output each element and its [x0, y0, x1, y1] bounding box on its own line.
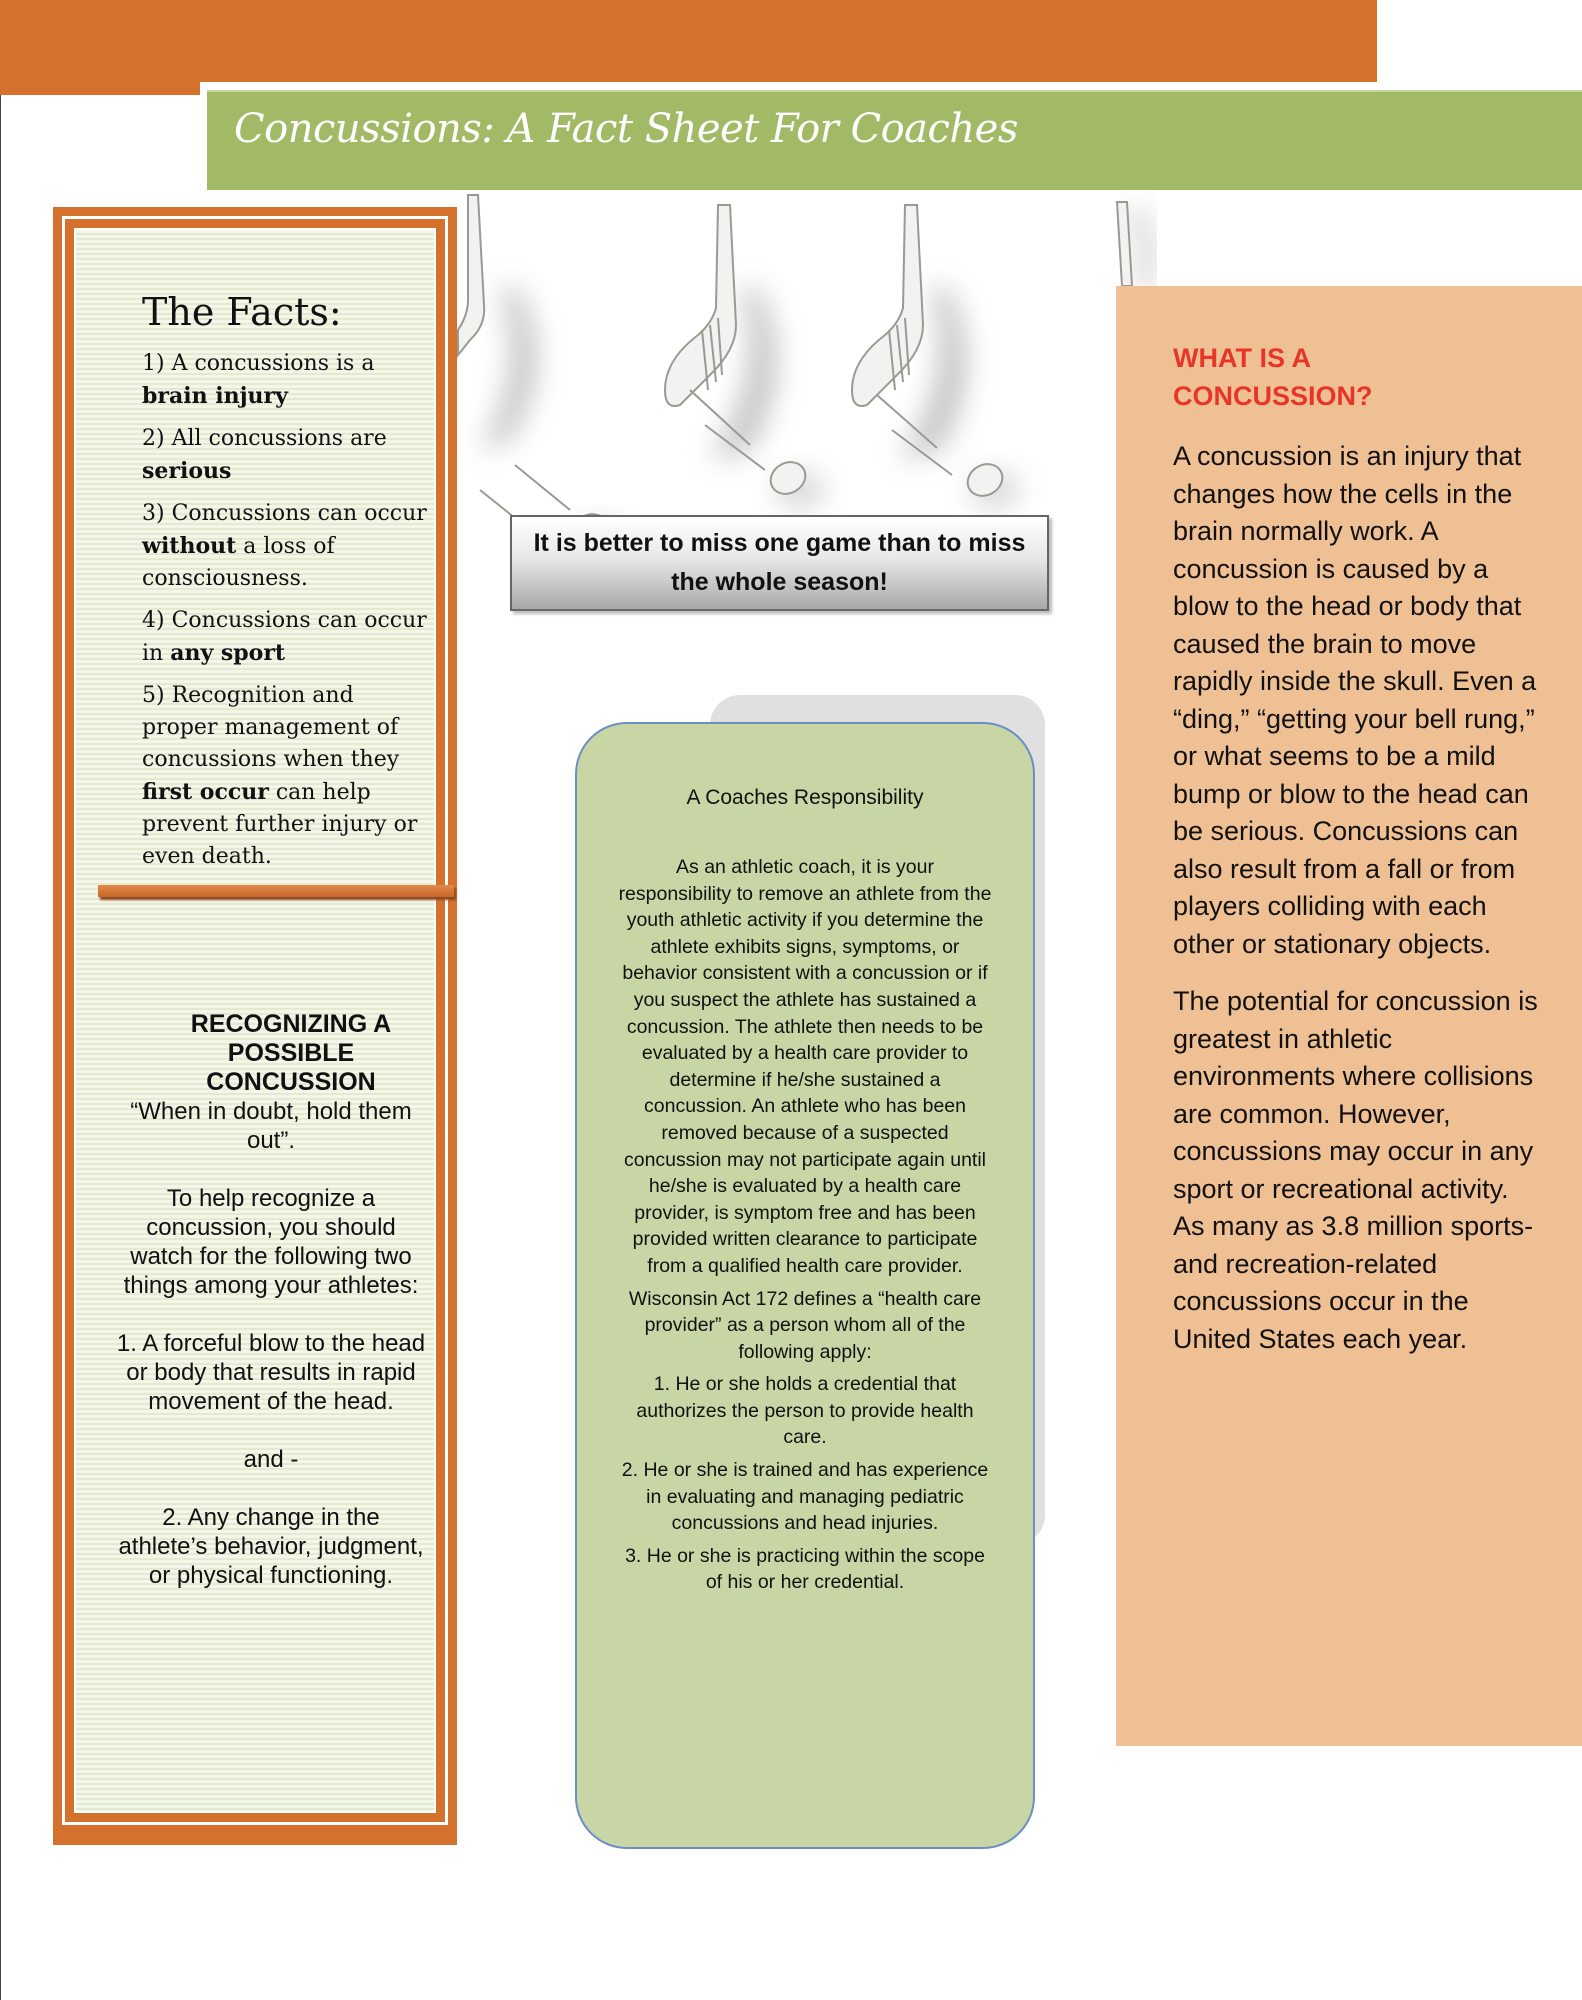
- top-orange-bar: [0, 0, 1377, 82]
- recognize-quote: “When in doubt, hold them out”.: [130, 1098, 412, 1154]
- facts-divider: [98, 885, 454, 897]
- recognize-intro: To help recognize a concussion, you should watch for the following two things among your athletes:: [123, 1185, 419, 1299]
- title-banner: [207, 90, 1582, 190]
- recognize-heading: RECOGNIZING A POSSIBLE CONCUSSION: [190, 1010, 392, 1096]
- fact-item: [142, 605, 432, 670]
- what-is-panel: [1116, 286, 1582, 1746]
- fact-text: 1) A concussions is a: [142, 351, 375, 376]
- hockey-stick-icon: [1117, 202, 1148, 290]
- responsibility-title: A Coaches Responsibility: [686, 786, 924, 809]
- fact-text: a loss of consciousness.: [142, 534, 335, 591]
- responsibility-criterion: 2. He or she is trained and has experience in evaluating and managing pediatric concussions and head injuries.: [621, 1459, 989, 1535]
- facts-panel: [53, 207, 457, 1845]
- responsibility-body: [617, 854, 993, 1602]
- page-edge: [0, 90, 1, 2000]
- recognize-item-1: 1. A forceful blow to the head or body that results in rapid movement of the head.: [116, 1330, 426, 1415]
- facts-heading: The Facts:: [142, 290, 342, 334]
- page-title: Concussions: A Fact Sheet For Coaches: [234, 106, 1018, 152]
- responsibility-criterion: 1. He or she holds a credential that authorizes the person to provide health care.: [636, 1373, 974, 1449]
- fact-text: can help prevent further injury or even death.: [142, 780, 418, 869]
- responsibility-panel: [575, 722, 1035, 1849]
- fact-item: [142, 348, 432, 413]
- fact-emphasis: brain injury: [142, 383, 288, 409]
- hockey-stick-icon: [665, 205, 824, 508]
- quote-callout: [510, 515, 1049, 611]
- what-is-paragraph: The potential for concussion is greatest in athletic environments where collisions are common. However, concussions may occur in any sport or recreational activity. As many as 3.8 million sports- and recreation-related concussions occur in the United States each year.: [1173, 986, 1538, 1354]
- fact-emphasis: serious: [142, 458, 232, 484]
- fact-text: 3) Concussions can occur: [142, 501, 427, 526]
- fact-text: 2) All concussions are: [142, 426, 387, 451]
- fact-text: 4) Concussions can occur in: [142, 608, 427, 666]
- hockey-stick-icon: [852, 205, 1019, 508]
- quote-text: It is better to miss one game than to miss the whole season!: [533, 529, 1026, 596]
- facts-list: [142, 348, 432, 883]
- recognize-and: and -: [243, 1446, 299, 1473]
- what-is-body: [1173, 438, 1543, 1378]
- responsibility-criterion: 3. He or she is practicing within the scope of his or her credential.: [625, 1544, 985, 1594]
- fact-emphasis: without: [142, 533, 237, 559]
- recognize-item-2: 2. Any change in the athlete’s behavior, judgment, or physical functioning.: [118, 1504, 424, 1589]
- fact-text: 5) Recognition and proper management of concussions when they: [142, 683, 400, 772]
- fact-emphasis: first occur: [142, 779, 269, 805]
- fact-item: [142, 680, 432, 873]
- fact-item: [142, 423, 432, 488]
- top-orange-bar-notch: [0, 82, 200, 95]
- responsibility-paragraph: Wisconsin Act 172 defines a “health care provider” as a person whom all of the following apply:: [628, 1287, 982, 1363]
- recognize-section: [116, 1010, 426, 1590]
- what-is-paragraph: A concussion is an injury that changes how the cells in the brain normally work. A concussion is caused by a blow to the head or body that caused the brain to move rapidly inside the skull. Even a “ding,” “getting your bell rung,” or what seems to be a mild bump or blow to the head can be serious. Concussions can also result from a fall or from players colliding with each other or stationary objects.: [1173, 441, 1537, 959]
- fact-emphasis: any sport: [170, 640, 286, 666]
- facts-paper: [74, 228, 436, 1813]
- responsibility-paragraph: As an athletic coach, it is your responsibility to remove an athlete from the youth athletic activity if you determine the athlete exhibits signs, symptoms, or behavior consistent with a concussion or if you suspect the athlete has sustained a concussion. The athlete then needs to be evaluated by a health care provider to determine if he/she sustained a concussion. An athlete who has been removed because of a suspected concussion may not participate again until he/she is evaluated by a health care provider, is symptom free and has been provided written clearance to participate from a qualified health care provider.: [618, 856, 992, 1277]
- fact-item: [142, 498, 432, 595]
- hockey-stick-icon: [458, 195, 624, 550]
- what-is-heading: WHAT IS A CONCUSSION?: [1173, 343, 1373, 411]
